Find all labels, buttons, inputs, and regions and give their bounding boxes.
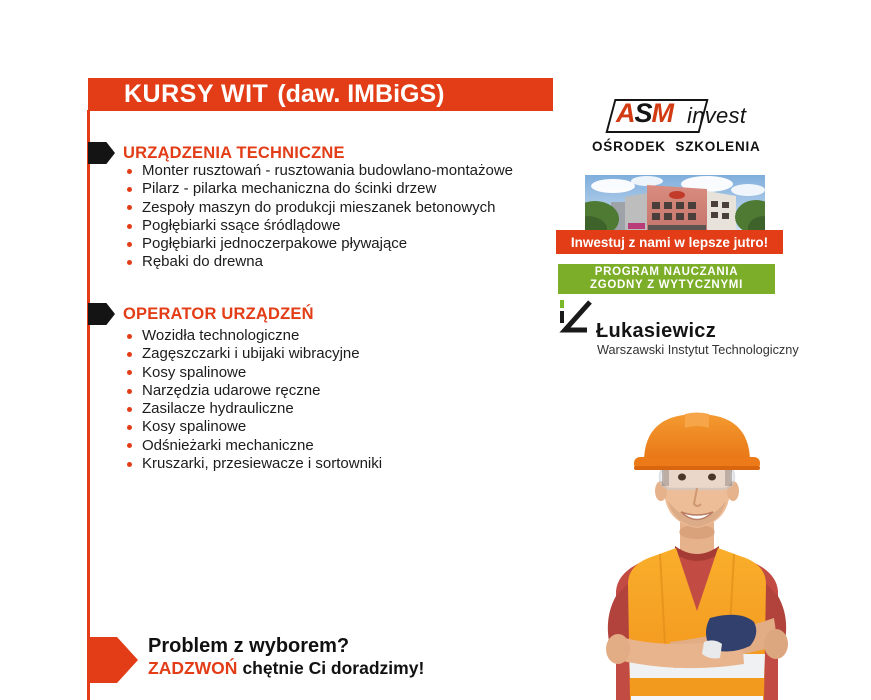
urzadzenia-techniczne-list: [125, 162, 513, 272]
list-item: Zasilacze hydrauliczne: [125, 400, 382, 418]
list-item: Pilarz - pilarka mechaniczna do ścinki drzew: [125, 180, 513, 198]
list-item: Zespoły maszyn do produkcji mieszanek betonowych: [125, 199, 513, 217]
operator-urzadzen-list: [125, 327, 382, 473]
list-item: Pogłębiarki jednoczerpakowe pływające: [125, 235, 513, 253]
asm-letter-s: S: [634, 98, 652, 128]
building-photo: [585, 175, 765, 234]
program-banner-line1: PROGRAM NAUCZANIA: [594, 265, 739, 278]
list-item: Rębaki do drewna: [125, 253, 513, 271]
program-banner-line2: ZGODNY Z WYTYCZNYMI: [589, 279, 743, 291]
building-photo-graphic: [585, 175, 765, 234]
list-item: Wozidła technologiczne: [125, 327, 382, 345]
section-title-operator-urzadzen: OPERATOR URZĄDZEŃ: [123, 305, 314, 323]
page-title: KURSY WIT: [124, 80, 269, 108]
training-center-label: OŚRODEK SZKOLENIA: [592, 139, 761, 154]
footer-question: Problem z wyborem?: [148, 635, 350, 657]
asm-letter-m: M: [651, 98, 674, 128]
list-item: Kosy spalinowe: [125, 418, 382, 436]
worker-graphic: [572, 406, 871, 700]
header-bar: [88, 78, 553, 111]
photo-caption-text: Inwestuj z nami w lepsze jutro!: [570, 234, 769, 250]
asm-logo-text: [616, 98, 673, 129]
worker-photo: [572, 406, 871, 700]
left-accent-rule: [87, 110, 90, 700]
footer-cta-call: ZADZWOŃ: [148, 658, 238, 678]
program-banner: [558, 264, 775, 294]
page-subtitle: (daw. IMBiGS): [277, 80, 445, 108]
asm-invest-word: invest: [687, 103, 747, 128]
list-item: Kruszarki, przesiewacze i sortowniki: [125, 455, 382, 473]
photo-caption-banner: [556, 230, 783, 254]
list-item: Zagęszczarki i ubijaki wibracyjne: [125, 345, 382, 363]
list-item: Pogłębiarki ssące śródlądowe: [125, 217, 513, 235]
footer-cta: [148, 658, 424, 679]
footer-cta-rest: chętnie Ci doradzimy!: [242, 658, 425, 678]
arrow-marker-icon: [88, 142, 115, 164]
lukasiewicz-name: Łukasiewicz: [596, 320, 717, 342]
section-title-urzadzenia-techniczne: URZĄDZENIA TECHNICZNE: [123, 144, 345, 162]
footer-arrow-icon: [88, 637, 138, 683]
lukasiewicz-logo-icon: [552, 299, 596, 345]
arrow-marker-icon: [88, 303, 115, 325]
list-item: Kosy spalinowe: [125, 364, 382, 382]
asm-letter-a: A: [616, 98, 635, 128]
list-item: Odśnieżarki mechaniczne: [125, 437, 382, 455]
lukasiewicz-institute: Warszawski Instytut Technologiczny: [597, 343, 799, 357]
list-item: Narzędzia udarowe ręczne: [125, 382, 382, 400]
list-item: Monter rusztowań - rusztowania budowlano-montażowe: [125, 162, 513, 180]
asm-invest-logo: [600, 97, 750, 137]
